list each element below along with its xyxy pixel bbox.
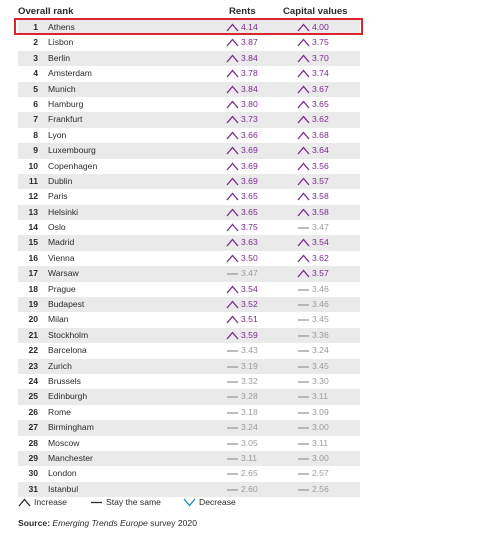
capital-value: 3.58 [312,191,329,202]
table-row [18,35,360,50]
table-row [18,143,360,158]
rank-cell: 16 [28,252,38,263]
dash-icon [226,454,239,463]
dash-icon [226,423,239,432]
caret-up-icon [297,69,310,78]
rents-value: 3.19 [241,360,258,371]
rank-cell: 25 [28,391,38,402]
capital-value: 3.46 [312,299,329,310]
caret-up-icon [226,208,239,217]
capital-value: 3.57 [312,268,329,279]
city-cell: Barcelona [48,345,87,356]
table-row [18,266,360,281]
caret-up-icon [18,498,31,507]
caret-up-icon [297,162,310,171]
dash-icon [226,485,239,494]
caret-up-icon [297,115,310,124]
rank-cell: 28 [28,437,38,448]
caret-up-icon [226,100,239,109]
caret-up-icon [226,162,239,171]
rents-value: 3.59 [241,329,258,340]
city-cell: Copenhagen [48,160,98,171]
dash-icon [226,469,239,478]
capital-value: 2.57 [312,468,329,479]
capital-value: 3.57 [312,175,329,186]
rank-cell: 17 [28,268,38,279]
rents-value: 3.66 [241,129,258,140]
caret-up-icon [226,285,239,294]
capital-value: 3.47 [312,222,329,233]
rents-value: 3.69 [241,160,258,171]
rank-cell: 15 [28,237,38,248]
legend-increase-label: Increase [34,497,67,507]
city-cell: Berlin [48,52,70,63]
rents-value: 3.87 [241,37,258,48]
capital-value: 3.45 [312,314,329,325]
rank-cell: 13 [28,206,38,217]
capital-value: 3.30 [312,375,329,386]
caret-up-icon [297,100,310,109]
rank-cell: 14 [28,222,38,233]
header-overall-rank: Overall rank [18,6,74,17]
rents-value: 3.65 [241,206,258,217]
caret-up-icon [297,254,310,263]
city-cell: Helsinki [48,206,79,217]
city-cell: Lyon [48,129,67,140]
table-row [18,235,360,250]
rank-cell: 7 [33,114,38,125]
caret-up-icon [226,331,239,340]
rents-value: 3.05 [241,437,258,448]
caret-up-icon [297,131,310,140]
city-cell: Moscow [48,437,80,448]
rents-value: 3.18 [241,406,258,417]
capital-value: 3.74 [312,68,329,79]
capital-value: 3.24 [312,345,329,356]
table-row [18,205,360,220]
rents-value: 3.78 [241,68,258,79]
source-rest: survey 2020 [147,518,197,528]
caret-up-icon [297,177,310,186]
dash-icon [297,315,310,324]
table-row [18,220,360,235]
table-row [18,297,360,312]
dash-icon [297,331,310,340]
table-row [18,343,360,358]
rank-cell: 2 [33,37,38,48]
city-cell: Frankfurt [48,114,83,125]
caret-up-icon [226,254,239,263]
caret-up-icon [297,54,310,63]
table-row [18,466,360,481]
city-cell: Luxembourg [48,145,96,156]
city-cell: Milan [48,314,69,325]
rents-value: 3.69 [241,175,258,186]
caret-up-icon [226,69,239,78]
dash-icon [297,285,310,294]
source-label: Source: [18,518,50,528]
caret-up-icon [226,23,239,32]
capital-value: 3.65 [312,98,329,109]
capital-value: 3.00 [312,422,329,433]
caret-up-icon [226,115,239,124]
table-row [18,159,360,174]
dash-icon [226,346,239,355]
rents-value: 3.75 [241,222,258,233]
rents-value: 3.28 [241,391,258,402]
rank-cell: 18 [28,283,38,294]
capital-value: 3.67 [312,83,329,94]
capital-value: 3.62 [312,114,329,125]
city-cell: Lisbon [48,37,74,48]
caret-up-icon [226,146,239,155]
table-row [18,482,360,497]
dash-icon [297,469,310,478]
rank-cell: 10 [28,160,38,171]
dash-icon [297,392,310,401]
table-row [18,282,360,297]
rank-cell: 5 [33,83,38,94]
capital-value: 3.46 [312,283,329,294]
rank-cell: 6 [33,98,38,109]
dash-icon [297,485,310,494]
caret-up-icon [297,238,310,247]
rents-value: 3.63 [241,237,258,248]
table-row [18,405,360,420]
caret-up-icon [297,23,310,32]
caret-up-icon [297,85,310,94]
dash-icon [226,392,239,401]
table-row [18,251,360,266]
dash-icon [226,269,239,278]
caret-up-icon [297,192,310,201]
table-row [18,374,360,389]
table-row [18,359,360,374]
rank-cell: 19 [28,299,38,310]
rents-value: 4.14 [241,22,258,32]
rents-value: 3.84 [241,83,258,94]
rents-value: 3.69 [241,145,258,156]
capital-value: 3.68 [312,129,329,140]
rents-value: 3.51 [241,314,258,325]
dash-icon [297,377,310,386]
rank-cell: 9 [33,145,38,156]
rank-cell: 1 [33,22,38,32]
table-row [18,82,360,97]
city-cell: Stockholm [48,329,89,340]
city-cell: Manchester [48,452,93,463]
city-cell: Brussels [48,375,81,386]
capital-value: 3.62 [312,252,329,263]
rank-cell: 12 [28,191,38,202]
city-cell: Oslo [48,222,66,233]
table-row [18,328,360,343]
rank-cell: 31 [28,483,38,494]
dash-icon [226,362,239,371]
capital-value: 3.11 [312,391,329,402]
rank-cell: 29 [28,452,38,463]
caret-up-icon [226,223,239,232]
city-cell: Athens [48,22,75,32]
rank-cell: 27 [28,422,38,433]
city-cell: Prague [48,283,76,294]
rents-value: 3.50 [241,252,258,263]
dash-icon [226,408,239,417]
rents-value: 3.47 [241,268,258,279]
caret-up-icon [226,85,239,94]
caret-up-icon [297,269,310,278]
capital-value: 3.75 [312,37,329,48]
dash-icon [226,439,239,448]
caret-up-icon [226,38,239,47]
rank-cell: 8 [33,129,38,140]
capital-value: 2.56 [312,483,329,494]
caret-up-icon [226,300,239,309]
rank-cell: 30 [28,468,38,479]
capital-value: 3.11 [312,437,329,448]
caret-up-icon [297,38,310,47]
rents-value: 3.24 [241,422,258,433]
caret-up-icon [226,177,239,186]
table-row [18,312,360,327]
rents-value: 3.11 [241,452,258,463]
rents-value: 3.84 [241,52,258,63]
capital-value: 3.36 [312,329,329,340]
city-cell: Zurich [48,360,72,371]
header-rents: Rents [229,6,256,17]
city-cell: Birmingham [48,422,94,433]
rank-cell: 20 [28,314,38,325]
rank-cell: 11 [28,175,38,186]
table-row [18,389,360,404]
table-row [18,420,360,435]
dash-icon [226,377,239,386]
dash-icon [297,408,310,417]
capital-value: 4.00 [312,22,329,32]
rank-cell: 24 [28,375,38,386]
dash-icon [297,300,310,309]
rents-value: 3.43 [241,345,258,356]
city-cell: Amsterdam [48,68,92,79]
legend-decrease-label: Decrease [199,497,236,507]
source-note [18,518,197,528]
capital-value: 3.64 [312,145,329,156]
city-cell: Madrid [48,237,75,248]
caret-up-icon [226,315,239,324]
table-row [18,20,360,35]
dash-icon [90,498,103,507]
capital-value: 3.00 [312,452,329,463]
dash-icon [297,439,310,448]
city-cell: Edinburgh [48,391,88,402]
table-row [18,451,360,466]
table-row [18,128,360,143]
table-row [18,51,360,66]
dash-icon [297,223,310,232]
city-cell: Paris [48,191,68,202]
table-row [18,66,360,81]
capital-value: 3.56 [312,160,329,171]
dash-icon [297,423,310,432]
capital-value: 3.58 [312,206,329,217]
city-cell: Dublin [48,175,73,186]
rank-cell: 21 [28,329,38,340]
rank-cell: 3 [33,52,38,63]
rank-cell: 22 [28,345,38,356]
capital-value: 3.45 [312,360,329,371]
rank-cell: 23 [28,360,38,371]
rents-value: 3.80 [241,98,258,109]
source-title: Emerging Trends Europe [52,518,148,528]
capital-value: 3.54 [312,237,329,248]
caret-up-icon [226,238,239,247]
rents-value: 2.65 [241,468,258,479]
header-capital-values: Capital values [283,6,348,17]
city-cell: Hamburg [48,98,84,109]
city-cell: Munich [48,83,76,94]
dash-icon [297,454,310,463]
city-cell: Budapest [48,299,85,310]
capital-value: 3.09 [312,406,329,417]
table-row [18,189,360,204]
rents-value: 3.32 [241,375,258,386]
city-cell: Istanbul [48,483,79,494]
dash-icon [297,362,310,371]
city-cell: London [48,468,77,479]
dash-icon [297,346,310,355]
rents-value: 2.60 [241,483,258,494]
legend-same-label: Stay the same [106,497,161,507]
capital-value: 3.70 [312,52,329,63]
rents-value: 3.65 [241,191,258,202]
rank-cell: 26 [28,406,38,417]
ranking-rows [18,20,360,497]
table-row [18,436,360,451]
city-cell: Warsaw [48,268,79,279]
table-row [18,97,360,112]
caret-up-icon [226,131,239,140]
caret-up-icon [226,192,239,201]
rank-cell: 4 [33,68,38,79]
rents-value: 3.52 [241,299,258,310]
city-cell: Rome [48,406,71,417]
rents-value: 3.73 [241,114,258,125]
caret-up-icon [297,208,310,217]
caret-up-icon [226,54,239,63]
city-cell: Vienna [48,252,75,263]
caret-down-icon [183,498,196,507]
rents-value: 3.54 [241,283,258,294]
table-row [18,112,360,127]
table-row [18,174,360,189]
caret-up-icon [297,146,310,155]
